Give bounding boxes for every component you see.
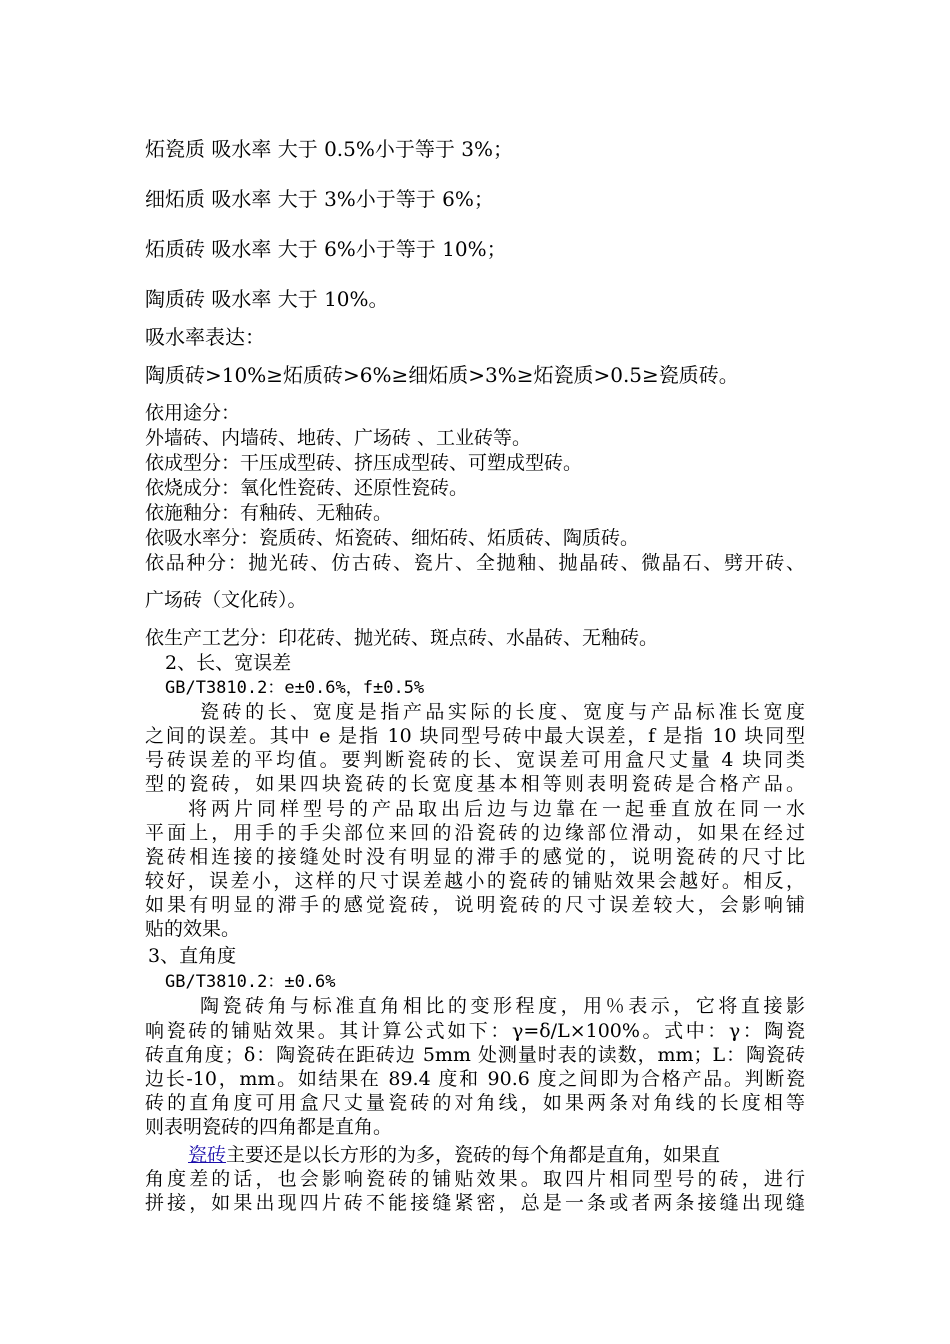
classify-line-9: 依生产工艺分：印花砖、抛光砖、斑点砖、水晶砖、无釉砖。 <box>145 627 659 649</box>
absorption-line-2: 细炻质 吸水率 大于 3%小于等于 6%； <box>145 187 494 211</box>
section-2-para1-line-4: 型的瓷砖，如果四块瓷砖的长宽度基本相等则表明瓷砖是合格产品。 <box>145 773 805 795</box>
section-3-para1-line-1: 陶瓷砖角与标准直角相比的变形程度，用％表示，它将直接影 <box>200 995 805 1017</box>
section-2-heading: 2、长、宽误差 <box>165 652 292 674</box>
section-2-para1-line-1: 瓷砖的长、宽度是指产品实际的长度、宽度与产品标准长宽度 <box>200 701 805 723</box>
classify-line-8: 广场砖（文化砖）。 <box>145 589 307 611</box>
expression-label: 吸水率表达： <box>145 325 265 349</box>
classify-line-7: 依品种分：抛光砖、仿古砖、瓷片、全抛釉、抛晶砖、微晶石、劈开砖、 <box>145 552 805 574</box>
section-3-para2-line-3: 拼接，如果出现四片砖不能接缝紧密，总是一条或者两条接缝出现缝 <box>145 1192 805 1214</box>
section-3-para2-line-1-text: 主要还是以长方形的为多，瓷砖的每个角都是直角，如果直 <box>226 1144 721 1166</box>
section-2-para1-line-3: 号砖误差的平均值。要判断瓷砖的长、宽误差可用盒尺丈量 4 块同类 <box>145 749 805 771</box>
classify-line-6: 依吸水率分：瓷质砖、炻瓷砖、细炻砖、炻质砖、陶质砖。 <box>145 527 640 549</box>
expression-text: 陶质砖>10%≥炻质砖>6%≥细炻质>3%≥炻瓷质>0.5≥瓷质砖。 <box>145 363 739 387</box>
section-3-standard: GB/T3810.2：±0.6% <box>165 972 336 992</box>
section-2-para2-line-6: 贴的效果。 <box>145 918 241 940</box>
section-2-para2-line-1: 将两片同样型号的产品取出后边与边靠在一起垂直放在同一水 <box>188 798 805 820</box>
section-3-para1-line-3: 砖直角度；δ：陶瓷砖在距砖边 5mm 处测量时表的读数，mm；L：陶瓷砖 <box>145 1044 805 1066</box>
section-2-standard: GB/T3810.2：e±0.6%，f±0.5% <box>165 678 425 698</box>
tile-link[interactable]: 瓷砖 <box>188 1144 227 1166</box>
section-2-para2-line-4: 较好，误差小，这样的尺寸误差越小的瓷砖的铺贴效果会越好。相反， <box>145 870 805 892</box>
section-2-para2-line-5: 如果有明显的滞手的感觉瓷砖，说明瓷砖的尺寸误差较大，会影响铺 <box>145 894 805 916</box>
section-3-para1-line-2: 响瓷砖的铺贴效果。其计算公式如下：γ=δ/L×100%。式中：γ：陶瓷 <box>145 1020 805 1042</box>
section-2-para2-line-3: 瓷砖相连接的接缝处时没有明显的滞手的感觉的，说明瓷砖的尺寸比 <box>145 846 805 868</box>
absorption-line-4: 陶质砖 吸水率 大于 10%。 <box>145 287 389 311</box>
classify-line-4: 依烧成分：氧化性瓷砖、还原性瓷砖。 <box>145 477 469 499</box>
section-2-para1-line-2: 之间的误差。其中 e 是指 10 块同型号砖中最大误差，f 是指 10 块同型 <box>145 725 805 747</box>
section-2-para2-line-2: 平面上，用手的手尖部位来回的沿瓷砖的边缘部位滑动，如果在经过 <box>145 822 805 844</box>
section-3-para2-line-1 <box>188 1143 805 1167</box>
absorption-line-3: 炻质砖 吸水率 大于 6%小于等于 10%； <box>145 237 507 261</box>
section-3-para1-line-6: 则表明瓷砖的四角都是直角。 <box>145 1116 393 1138</box>
absorption-line-1: 炻瓷质 吸水率 大于 0.5%小于等于 3%； <box>145 137 513 161</box>
section-3-para2-line-2: 角度差的话，也会影响瓷砖的铺贴效果。取四片相同型号的砖，进行 <box>145 1168 805 1190</box>
section-3-para1-line-5: 砖的直角度可用盒尺丈量瓷砖的对角线，如果两条对角线的长度相等 <box>145 1092 805 1114</box>
classify-line-5: 依施釉分：有釉砖、无釉砖。 <box>145 502 393 524</box>
section-3-para1-line-4: 边长-10，mm。如结果在 89.4 度和 90.6 度之间即为合格产品。判断瓷 <box>145 1068 805 1090</box>
classify-line-1: 依用途分： <box>145 402 241 424</box>
section-3-heading: 3、直角度 <box>148 945 237 967</box>
classify-line-2: 外墙砖、内墙砖、地砖、广场砖 、工业砖等。 <box>145 427 532 449</box>
classify-line-3: 依成型分：干压成型砖、挤压成型砖、可塑成型砖。 <box>145 452 583 474</box>
